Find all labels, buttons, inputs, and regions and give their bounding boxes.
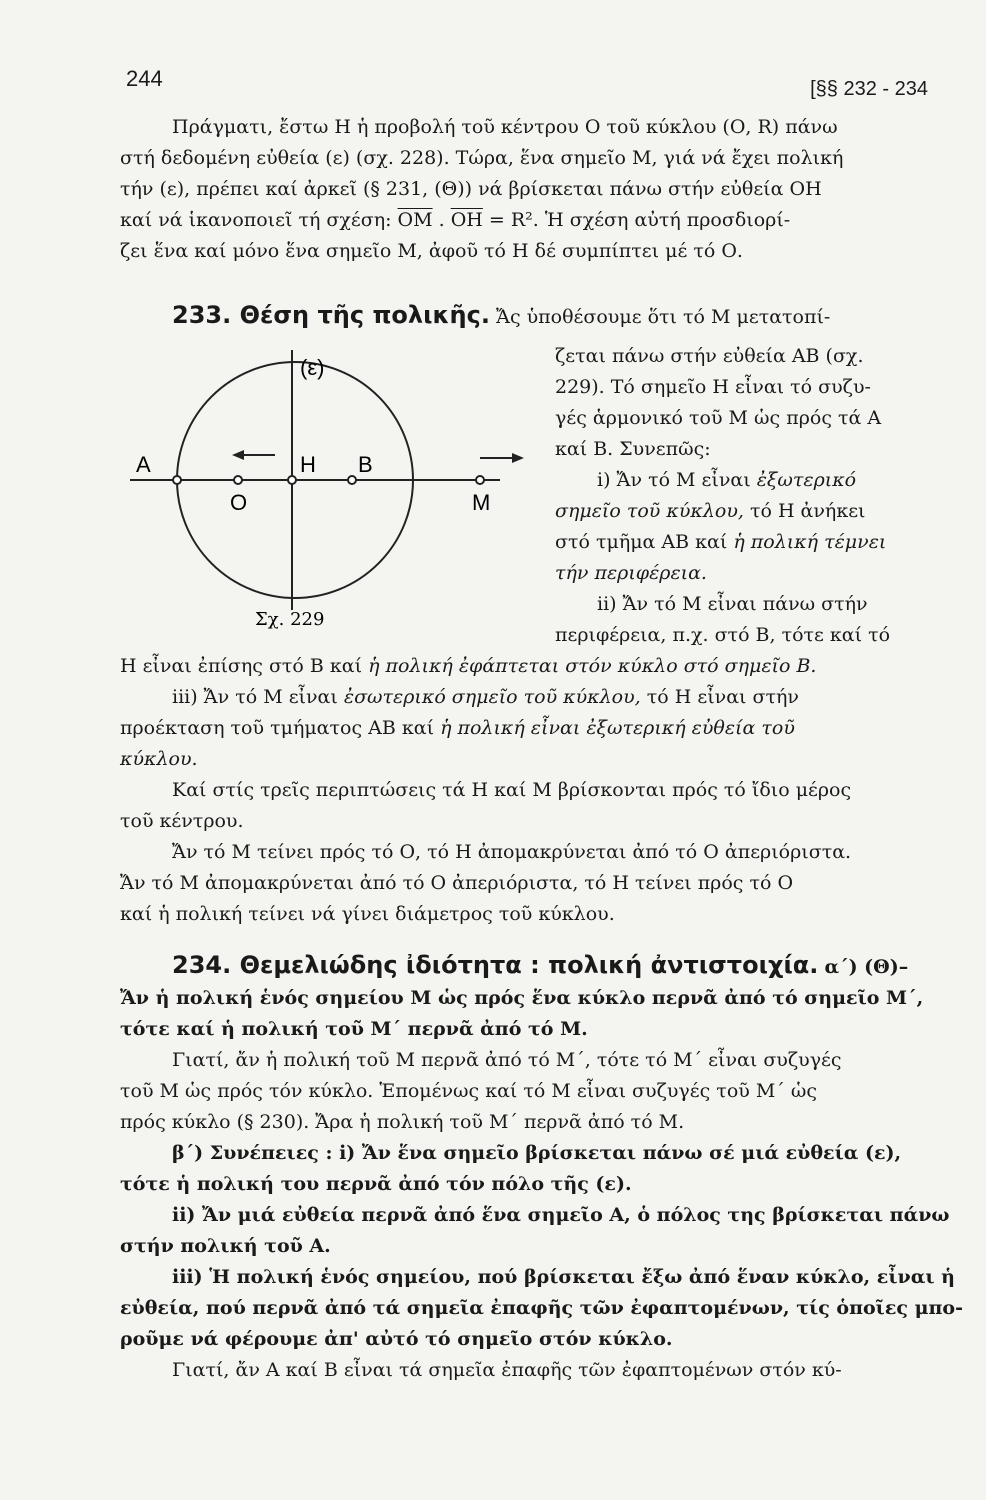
text-line: τοῦ κέντρου. (120, 810, 244, 832)
text-line: στήν πολική τοῦ Α. (120, 1235, 331, 1257)
arrowhead-left-icon (232, 450, 244, 460)
label-m: Μ (472, 490, 491, 515)
label-a: Α (136, 452, 151, 477)
figure-229 (120, 350, 540, 640)
text-line (555, 527, 930, 558)
text-fragment: στό τμῆμα ΑΒ καί (555, 531, 728, 553)
section-233-right-column (555, 341, 930, 651)
text-line: ii) Ἄν τό Μ εἶναι πάνω στήν (597, 593, 868, 615)
text-fragment: τό Η ἀνήκει (749, 500, 866, 522)
text-line: τότε ἡ πολική του περνᾶ ἀπό τόν πόλο τῆς (ε). (120, 1173, 632, 1195)
text-fragment: = R². Ἡ σχέση αὐτή προσδιορί- (482, 209, 791, 231)
label-e: (ε) (300, 355, 325, 380)
text-line: τότε καί ἡ πολική τοῦ Μ΄ περνᾶ ἀπό τό Μ. (120, 1018, 588, 1040)
point-a (173, 476, 181, 484)
label-b: Β (358, 452, 373, 477)
paragraph-intro (120, 112, 930, 267)
point-h (288, 476, 296, 484)
text-line (120, 205, 930, 236)
figure-caption: Σχ. 229 (255, 609, 325, 630)
text-line: περιφέρεια, π.χ. στό Β, τότε καί τό (555, 624, 891, 646)
text-line: β΄) Συνέπειες : i) Ἄν ἕνα σημεῖο βρίσκεται πάνω σέ μιά εὐθεία (ε), (172, 1142, 902, 1164)
text-fragment: Ἄς ὑποθέσουμε ὅτι τό Μ μετατοπί- (496, 306, 831, 328)
text-line: Ἄν ἡ πολική ἑνός σημείου Μ ὡς πρός ἕνα κύκλο περνᾶ ἀπό τό σημεῖο Μ΄, (120, 987, 924, 1009)
text-line: γές ἁρμονικό τοῦ Μ ὡς πρός τά Α (555, 407, 882, 429)
text-line: καί Β. Συνεπῶς: (555, 438, 711, 460)
text-fragment: ἐξωτερικό (756, 469, 857, 491)
text-line: καί ἡ πολική τείνει νά γίνει διάμετρος τοῦ κύκλου. (120, 903, 615, 925)
section-233-heading-line (120, 300, 930, 333)
text-line: τοῦ Μ ὡς πρός τόν κύκλο. Ἑπομένως καί τό Μ εἶναι συζυγές τοῦ Μ΄ ὡς (120, 1080, 817, 1102)
text-fragment: ἡ πολική εἶναι ἐξωτερική εὐθεία τοῦ (440, 717, 795, 739)
text-line: τήν (ε), πρέπει καί ἀρκεῖ (§ 231, (Θ)) νά βρίσκεται πάνω στήν εὐθεία ΟΗ (120, 178, 822, 200)
text-fragment: α΄) (Θ)– (824, 956, 909, 978)
section-234 (120, 950, 963, 1386)
label-o: Ο (230, 490, 248, 515)
text-fragment: τό Η εἶναι στήν (646, 686, 799, 708)
section-233-body (120, 651, 930, 930)
text-line: Γιατί, ἄν ἡ πολική τοῦ Μ περνᾶ ἀπό τό Μ΄, τότε τό Μ΄ εἶναι συζυγές (172, 1049, 842, 1071)
label-h: Η (300, 452, 316, 477)
text-fragment: ἡ πολική τέμνει (733, 531, 887, 553)
text-line: Ἄν τό Μ τείνει πρός τό Ο, τό Η ἀπομακρύνεται ἀπό τό Ο ἀπεριόριστα. (172, 841, 852, 863)
text-line: ii) Ἄν μιά εὐθεία περνᾶ ἀπό ἕνα σημεῖο Α, ὁ πόλος της βρίσκεται πάνω (172, 1204, 950, 1226)
section-233-title: 233. Θέση τῆς πολικῆς. (172, 301, 490, 329)
text-line: Πράγματι, ἔστω Η ἡ προβολή τοῦ κέντρου Ο τοῦ κύκλου (Ο, R) πάνω (172, 116, 838, 138)
text-line: ζει ἕνα καί μόνο ἕνα σημεῖο Μ, ἀφοῦ τό Η δέ συμπίπτει μέ τό Ο. (120, 240, 743, 262)
text-line (555, 465, 930, 496)
arrowhead-right-icon (512, 453, 524, 463)
text-line (120, 651, 930, 682)
text-line: κύκλου. (120, 748, 198, 770)
segment-om: $\overline{OM}$ (397, 209, 433, 231)
text-line: ζεται πάνω στήν εὐθεία ΑΒ (σχ. (555, 345, 864, 367)
text-line: Καί στίς τρεῖς περιπτώσεις τά Η καί Μ βρίσκονται πρός τό ἴδιο μέρος (172, 779, 852, 801)
text-line: Ἄν τό Μ ἀπομακρύνεται ἀπό τό Ο ἀπεριόριστα, τό Η τείνει πρός τό Ο (120, 872, 794, 894)
text-fragment: . (432, 209, 451, 231)
text-fragment: ἐσωτερικό σημεῖο τοῦ κύκλου, (343, 686, 641, 708)
point-m (476, 476, 484, 484)
point-b (348, 476, 356, 484)
text-fragment: ἡ πολική ἐφάπτεται στόν κύκλο στό σημεῖο Β. (368, 655, 817, 677)
segment-oh: $\overline{OH}$ (450, 209, 483, 231)
point-o (234, 476, 242, 484)
text-line (120, 713, 930, 744)
section-reference: [§§ 232 - 234 (810, 78, 928, 100)
text-line (120, 300, 930, 333)
text-line: τήν περιφέρεια. (555, 562, 707, 584)
page-number: 244 (126, 66, 163, 91)
text-line: πρός κύκλο (§ 230). Ἄρα ἡ πολική τοῦ Μ΄ περνᾶ ἀπό τό Μ. (120, 1111, 685, 1133)
text-fragment: Η εἶναι ἐπίσης στό Β καί (120, 655, 363, 677)
text-line: Γιατί, ἄν Α καί Β εἶναι τά σημεῖα ἐπαφῆς τῶν ἐφαπτομένων στόν κύ- (172, 1359, 842, 1381)
text-line: εὐθεία, πού περνᾶ ἀπό τά σημεῖα ἐπαφῆς τῶν ἐφαπτομένων, τίς ὁποῖες μπο- (120, 1297, 963, 1319)
text-line (555, 496, 930, 527)
text-line (120, 682, 930, 713)
text-fragment: i) Ἄν τό Μ εἶναι (597, 469, 751, 491)
text-line: iii) Ἡ πολική ἑνός σημείου, πού βρίσκεται ἔξω ἀπό ἕναν κύκλο, εἶναι ἡ (172, 1266, 955, 1288)
text-fragment: προέκταση τοῦ τμήματος ΑΒ καί (120, 717, 435, 739)
text-fragment: σημεῖο τοῦ κύκλου, (555, 500, 744, 522)
text-line (120, 950, 930, 983)
text-fragment: καί νά ἱκανοποιεῖ τή σχέση: (120, 209, 392, 231)
text-fragment: iii) Ἄν τό Μ εἶναι (172, 686, 338, 708)
text-line: 229). Τό σημεῖο Η εἶναι τό συζυ- (555, 376, 871, 398)
text-line: στή δεδομένη εὐθεία (ε) (σχ. 228). Τώρα, ἕνα σημεῖο Μ, γιά νά ἔχει πολική (120, 147, 844, 169)
section-234-title: 234. Θεμελιώδης ἰδιότητα : πολική ἀντιστοιχία. (172, 951, 819, 979)
text-line: ροῦμε νά φέρουμε ἀπ' αὐτό τό σημεῖο στόν κύκλο. (120, 1328, 673, 1350)
